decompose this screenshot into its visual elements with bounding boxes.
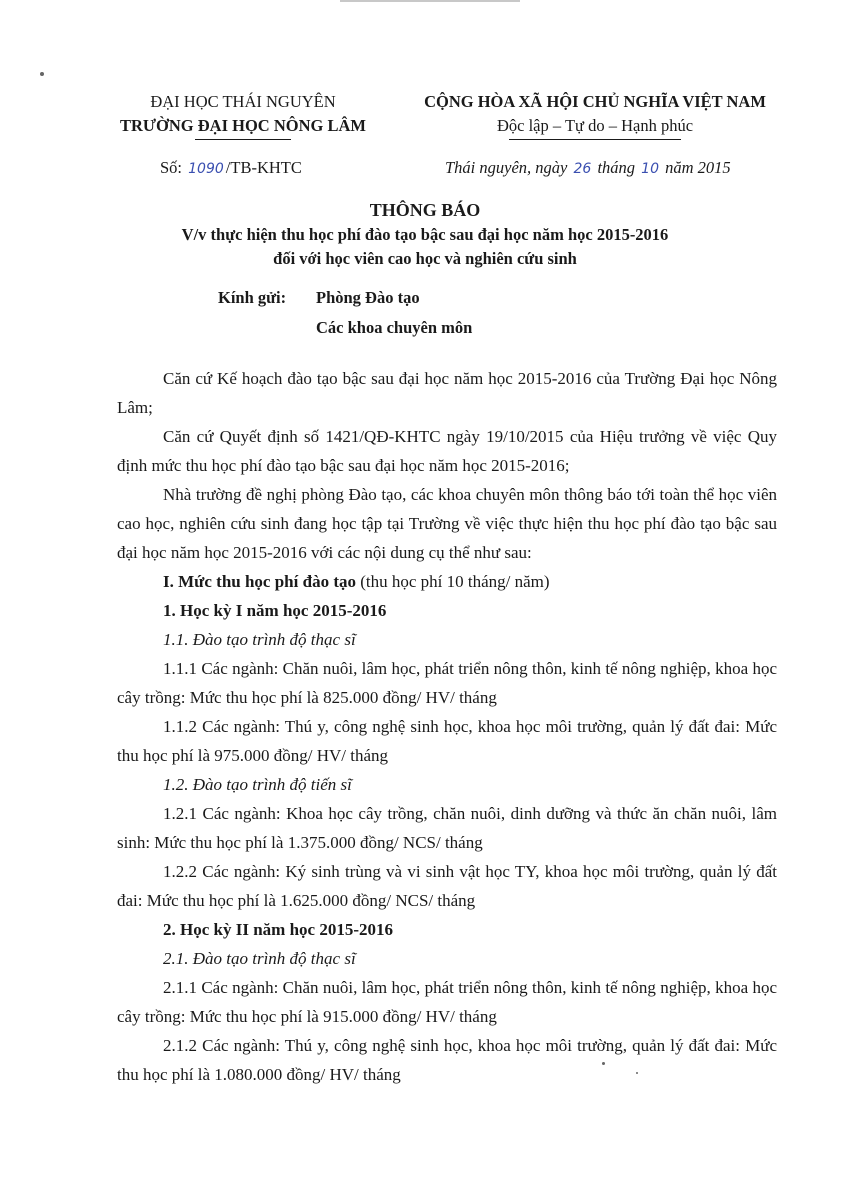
number-prefix: Số: [160,158,183,177]
scan-speck [636,1072,638,1074]
section-fee-levels-note: (thu học phí 10 tháng/ năm) [355,572,550,591]
motto-underline [509,139,681,140]
date-month-label: tháng [597,158,636,177]
semester-1-masters-heading: 1.1. Đào tạo trình độ thạc sĩ [163,630,356,649]
issuer-underline [195,139,291,140]
semester-2-masters-heading: 2.1. Đào tạo trình độ thạc sĩ [163,949,356,968]
document-number [160,158,302,178]
section-fee-levels [117,567,777,596]
item-1-1-2: 1.1.2 Các ngành: Thú y, công nghệ sinh học, khoa học môi trường, quản lý đất đai: Mức thu học phí là 975.000 đồng/ HV/ tháng [117,717,777,765]
recipient-faculties: Các khoa chuyên môn [316,318,473,337]
issuer-block [108,90,378,140]
paragraph-request: Nhà trường đề nghị phòng Đào tạo, các khoa chuyên môn thông báo tới toàn thể học viên cao học, nghiên cứu sinh đang học tập tại Trường về việc thực hiện thu học phí đào tạo bậc sau đại học năm học 2015-2016 với các nội dung cụ thể như sau: [117,485,777,562]
item-1-2-2: 1.2.2 Các ngành: Ký sinh trùng và vi sinh vật học TY, khoa học môi trường, quản lý đất đai: Mức thu học phí là 1.625.000 đồng/ NCS/ tháng [117,862,777,910]
semester-1-doctoral-heading: 1.2. Đào tạo trình độ tiến sĩ [163,775,352,794]
paragraph-basis-plan: Căn cứ Kế hoạch đào tạo bậc sau đại học năm học 2015-2016 của Trường Đại học Nông Lâm; [117,369,777,417]
date-year: năm 2015 [665,158,731,177]
scan-edge-line [340,0,520,2]
semester-2-heading: 2. Học kỳ II năm học 2015-2016 [163,920,393,939]
country-name: CỘNG HÒA XÃ HỘI CHỦ NGHĨA VIỆT NAM [424,92,766,111]
date-place: Thái nguyên, ngày [445,158,568,177]
notice-subject-line-1: V/v thực hiện thu học phí đào tạo bậc sau đại học năm học 2015-2016 [181,225,669,244]
notice-title: THÔNG BÁO [369,200,481,220]
notice-body [117,364,777,1089]
semester-1-heading: 1. Học kỳ I năm học 2015-2016 [163,601,387,620]
item-2-1-2: 2.1.2 Các ngành: Thú y, công nghệ sinh học, khoa học môi trường, quản lý đất đai: Mức thu học phí là 1.080.000 đồng/ HV/ tháng [117,1036,777,1084]
national-header [405,90,785,140]
scan-speck [40,72,44,76]
number-suffix: /TB-KHTC [225,158,302,177]
national-motto: Độc lập – Tự do – Hạnh phúc [496,116,694,135]
handwritten-number: 1090 [188,161,224,177]
scan-speck [602,1062,605,1065]
recipient-training-office: Phòng Đào tạo [316,288,420,307]
handwritten-day: 26 [573,161,592,177]
item-2-1-1: 2.1.1 Các ngành: Chăn nuôi, lâm học, phát triển nông thôn, kinh tế nông nghiệp, khoa học cây trồng: Mức thu học phí là 915.000 đồng/ HV/ tháng [117,978,777,1026]
paragraph-basis-decision: Căn cứ Quyết định số 1421/QĐ-KHTC ngày 19/10/2015 của Hiệu trưởng về việc Quy định mức thu học phí đào tạo bậc sau đại học năm học 2015-2016; [117,427,777,475]
recipients-label: Kính gửi: [218,288,287,307]
school-name: TRƯỜNG ĐẠI HỌC NÔNG LÂM [120,116,366,135]
section-fee-levels-title: I. Mức thu học phí đào tạo [163,572,356,591]
document-date [445,158,731,178]
notice-subject-line-2: đối với học viên cao học và nghiên cứu sinh [273,249,577,268]
handwritten-month: 10 [641,161,659,177]
item-1-2-1: 1.2.1 Các ngành: Khoa học cây trồng, chăn nuôi, dinh dưỡng và thức ăn chăn nuôi, lâm sinh: Mức thu học phí là 1.375.000 đồng/ NCS/ tháng [117,804,777,852]
item-1-1-1: 1.1.1 Các ngành: Chăn nuôi, lâm học, phát triển nông thôn, kinh tế nông nghiệp, khoa học cây trồng: Mức thu học phí là 825.000 đồng/ HV/ tháng [117,659,777,707]
university-name: ĐẠI HỌC THÁI NGUYÊN [150,92,336,111]
